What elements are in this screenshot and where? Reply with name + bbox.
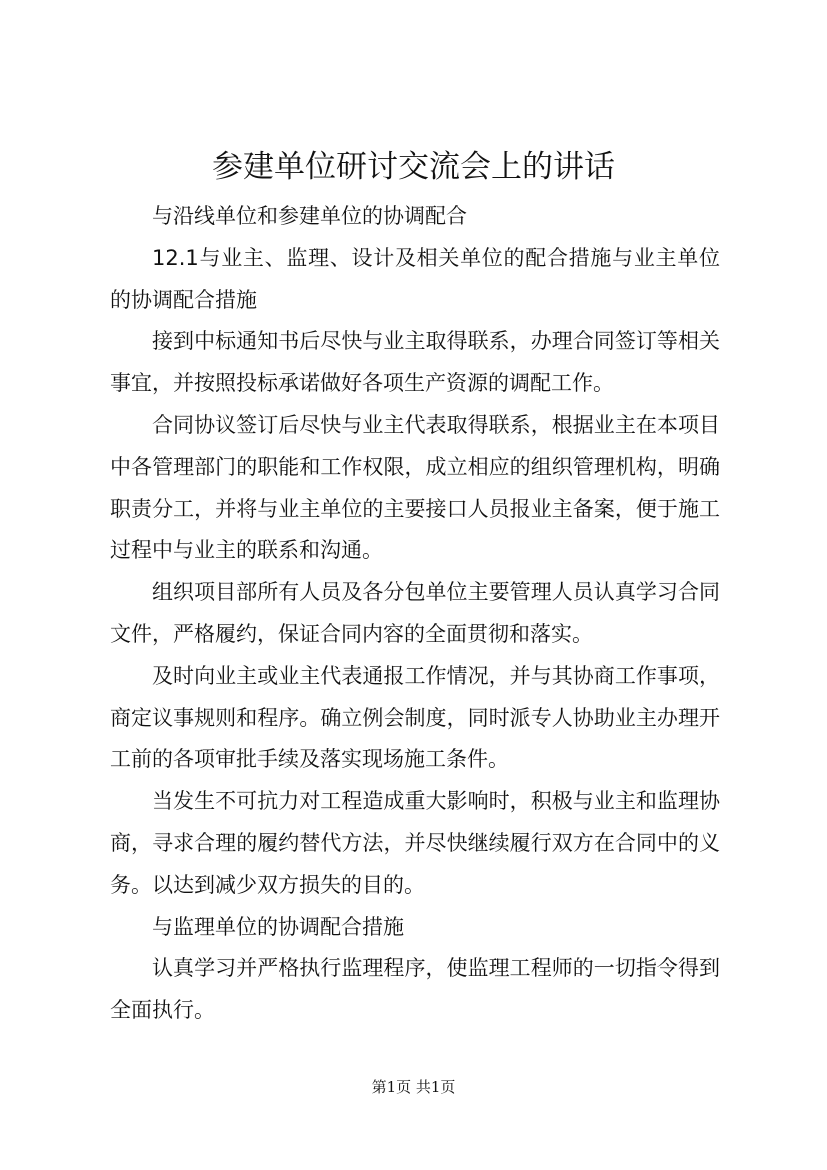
body-paragraph: 当发生不可抗力对工程造成重大影响时，积极与业主和监理协商，寻求合理的履约替代方法，并尽快继续履行双方在合同中的义务。以达到减少双方损失的目的。 [110,789,720,897]
document-body [110,196,720,1032]
body-paragraph: 认真学习并严格执行监理程序，使监理工程师的一切指令得到全面执行。 [110,956,720,1023]
body-paragraph: 12.1与业主、监理、设计及相关单位的配合措施与业主单位的协调配合措施 [110,245,720,312]
document-title: 参建单位研讨交流会上的讲话 [212,149,615,185]
body-paragraph: 及时向业主或业主代表通报工作情况，并与其协商工作事项，商定议事规则和程序。确立例会制度，同时派专人协助业主办理开工前的各项审批手续及落实现场施工条件。 [110,663,720,772]
section-heading: 与监理单位的协调配合措施 [152,914,404,939]
page-footer: 第1页 共1页 [371,1078,456,1096]
body-paragraph: 组织项目部所有人员及各分包单位主要管理人员认真学习合同文件，严格履约，保证合同内容的全面贯彻和落实。 [110,580,720,646]
body-paragraph: 接到中标通知书后尽快与业主取得联系，办理合同签订等相关事宜，并按照投标承诺做好各项生产资源的调配工作。 [110,329,720,396]
body-paragraph: 合同协议签订后尽快与业主代表取得联系，根据业主在本项目中各管理部门的职能和工作权限，成立相应的组织管理机构，明确职责分工，并将与业主单位的主要接口人员报业主备案，便于施工过程中与业主的联系和沟通。 [110,412,720,563]
section-heading: 与沿线单位和参建单位的协调配合 [152,204,467,228]
